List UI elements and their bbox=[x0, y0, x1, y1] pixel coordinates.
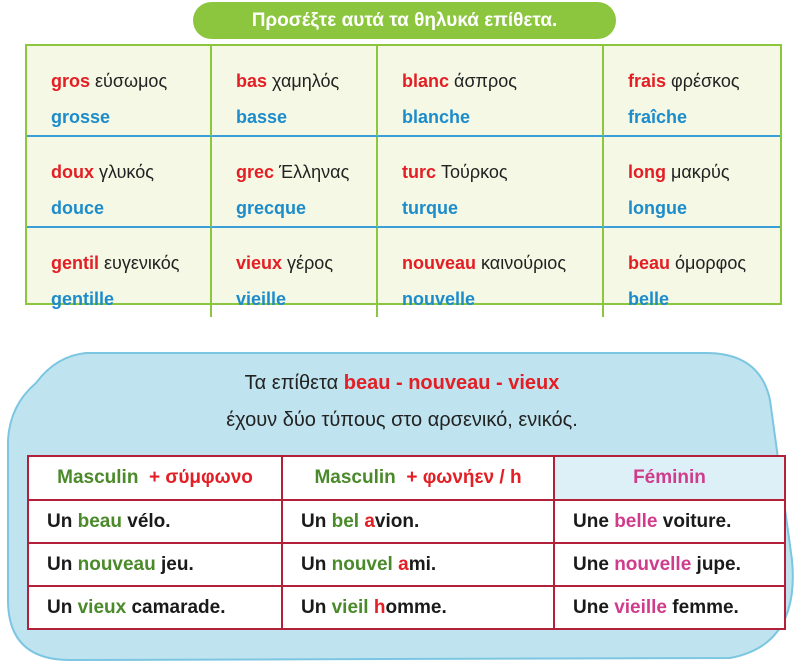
article: Une bbox=[573, 553, 609, 575]
masculine-form: turc bbox=[402, 162, 437, 182]
adjective: bel bbox=[331, 510, 360, 532]
article: Un bbox=[47, 596, 73, 618]
adjective: vieille bbox=[614, 596, 668, 618]
masculine-form: grec bbox=[236, 162, 275, 182]
greek-translation: γέρος bbox=[287, 253, 333, 273]
adjective: nouveau bbox=[77, 553, 156, 575]
feminine-form: nouvelle bbox=[402, 289, 476, 309]
intro-adjectives: beau - nouveau - vieux bbox=[343, 372, 560, 394]
feminine-form: basse bbox=[236, 107, 288, 127]
adjective: beau bbox=[77, 510, 122, 532]
greek-translation: γλυκός bbox=[99, 162, 154, 182]
masculine-form: frais bbox=[628, 71, 667, 91]
masculine-consonant-example bbox=[28, 586, 282, 629]
initial-letter: a bbox=[364, 510, 375, 532]
feminine-form: blanche bbox=[402, 107, 471, 127]
intro-prefix: Τα επίθετα bbox=[244, 372, 339, 394]
table-row bbox=[28, 586, 785, 629]
noun: jeu. bbox=[161, 553, 194, 575]
feminine-example bbox=[554, 586, 785, 629]
adjective: nouvel bbox=[331, 553, 393, 575]
masculine-form: nouveau bbox=[402, 253, 477, 273]
adjective: vieux bbox=[77, 596, 127, 618]
article: Un bbox=[301, 553, 327, 575]
feminine-form: turque bbox=[402, 198, 458, 218]
intro-line-1 bbox=[0, 372, 804, 395]
article: Un bbox=[47, 553, 73, 575]
noun-rest: vion. bbox=[374, 510, 420, 532]
masculine-form: bas bbox=[236, 71, 268, 91]
adjective: nouvelle bbox=[614, 553, 692, 575]
header-masculin-vowel bbox=[282, 456, 554, 500]
masculine-vowel-example bbox=[282, 500, 554, 543]
feminine-form: vieille bbox=[236, 289, 287, 309]
masculine-form: long bbox=[628, 162, 666, 182]
adjective-forms-table bbox=[27, 455, 786, 630]
noun: camarade. bbox=[131, 596, 226, 618]
noun: vélo. bbox=[127, 510, 171, 532]
adjective: belle bbox=[614, 510, 658, 532]
greek-translation: εύσωμος bbox=[95, 71, 168, 91]
feminine-form: longue bbox=[628, 198, 687, 218]
greek-translation: Τούρκος bbox=[441, 162, 508, 182]
header-masculin-consonant bbox=[28, 456, 282, 500]
noun: jupe. bbox=[696, 553, 741, 575]
masculine-vowel-example bbox=[282, 543, 554, 586]
greek-translation: ευγενικός bbox=[104, 253, 180, 273]
feminine-form: grosse bbox=[51, 107, 111, 127]
intro-line-2: έχουν δύο τύπους στο αρσενικό, ενικός. bbox=[226, 409, 578, 431]
article: Un bbox=[47, 510, 73, 532]
initial-letter: h bbox=[373, 596, 386, 618]
header-vowel-label: + φωνήεν / h bbox=[406, 467, 522, 488]
feminine-form: gentille bbox=[51, 289, 115, 309]
header-masculin-label: Masculin bbox=[57, 467, 139, 488]
table-row bbox=[28, 500, 785, 543]
greek-translation: καινούριος bbox=[481, 253, 566, 273]
masculine-form: beau bbox=[628, 253, 671, 273]
greek-translation: χαμηλός bbox=[272, 71, 340, 91]
masculine-form: doux bbox=[51, 162, 94, 182]
feminine-example bbox=[554, 500, 785, 543]
masculine-form: blanc bbox=[402, 71, 450, 91]
article: Un bbox=[301, 510, 327, 532]
table-header-row bbox=[28, 456, 785, 500]
noun: femme. bbox=[672, 596, 739, 618]
masculine-vowel-example bbox=[282, 586, 554, 629]
title-banner: Προσέξτε αυτά τα θηλυκά επίθετα. bbox=[193, 2, 616, 39]
noun-rest: mi. bbox=[408, 553, 437, 575]
article: Un bbox=[301, 596, 327, 618]
feminine-form: douce bbox=[51, 198, 105, 218]
feminine-example bbox=[554, 543, 785, 586]
greek-translation: όμορφος bbox=[675, 253, 747, 273]
header-feminin-label: Féminin bbox=[633, 467, 706, 488]
adjective: vieil bbox=[331, 596, 369, 618]
initial-letter: a bbox=[398, 553, 409, 575]
feminine-form: grecque bbox=[236, 198, 307, 218]
header-consonant-label: + σύμφωνο bbox=[149, 467, 253, 488]
noun: voiture. bbox=[662, 510, 732, 532]
masculine-form: gentil bbox=[51, 253, 99, 273]
header-feminin bbox=[554, 456, 785, 500]
table-row bbox=[28, 543, 785, 586]
greek-translation: άσπρος bbox=[454, 71, 517, 91]
feminine-form: fraîche bbox=[628, 107, 688, 127]
noun-rest: omme. bbox=[385, 596, 447, 618]
article: Une bbox=[573, 510, 609, 532]
masculine-form: gros bbox=[51, 71, 91, 91]
masculine-form: vieux bbox=[236, 253, 283, 273]
feminine-form: belle bbox=[628, 289, 670, 309]
header-masculin-label: Masculin bbox=[314, 467, 396, 488]
masculine-consonant-example bbox=[28, 543, 282, 586]
greek-translation: φρέσκος bbox=[671, 71, 740, 91]
greek-translation: μακρύς bbox=[671, 162, 730, 182]
article: Une bbox=[573, 596, 609, 618]
greek-translation: Έλληνας bbox=[279, 162, 350, 182]
masculine-consonant-example bbox=[28, 500, 282, 543]
